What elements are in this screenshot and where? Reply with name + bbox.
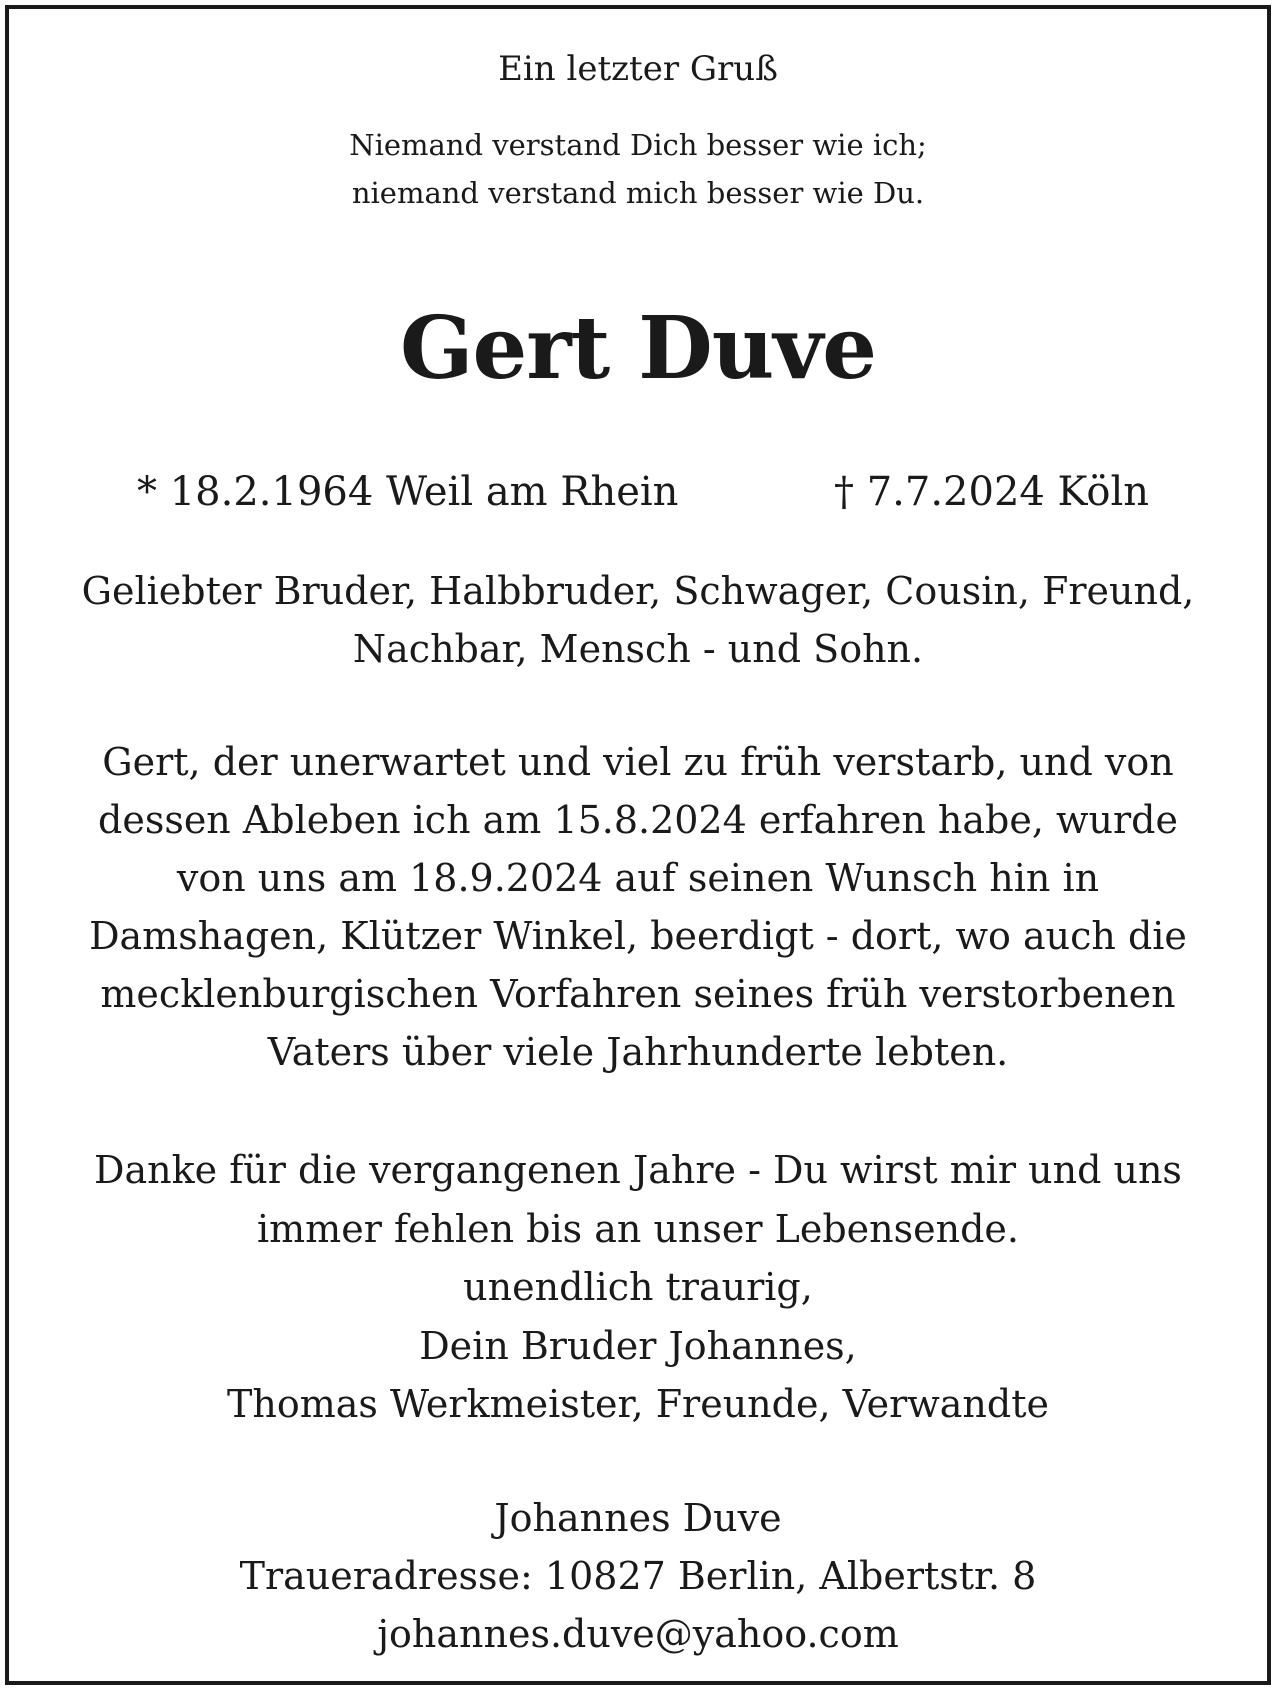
motto-line: Niemand verstand Dich besser wie ich; [349, 128, 927, 162]
greeting-heading: Ein letzter Gruß [498, 49, 778, 89]
contact-name: Johannes Duve [494, 1496, 782, 1540]
story-line: von uns am 18.9.2024 auf seinen Wunsch hin in [176, 856, 1100, 900]
contact-address: Traueradresse: 10827 Berlin, Albertstr. 8 [239, 1554, 1037, 1598]
thanks-paragraph [9, 1141, 1267, 1434]
story-line: Vaters über viele Jahrhunderte lebten. [267, 1030, 1009, 1074]
relations-text [9, 562, 1267, 678]
thanks-line: Danke für die vergangenen Jahre - Du wirst mir und uns [94, 1148, 1182, 1192]
obituary-frame [5, 5, 1271, 1685]
mourning-line: unendlich traurig, [463, 1265, 813, 1309]
signature-line: Thomas Werkmeister, Freunde, Verwandte [227, 1382, 1049, 1426]
motto-line: niemand verstand mich besser wie Du. [351, 176, 925, 210]
story-line: mecklenburgischen Vorfahren seines früh verstorbenen [100, 972, 1176, 1016]
deceased-name: Gert Duve [400, 298, 876, 399]
death-date: † 7.7.2024 Köln [834, 469, 1149, 515]
relations-line: Nachbar, Mensch - und Sohn. [352, 627, 924, 671]
story-line: Gert, der unerwartet und viel zu früh verstarb, und von [102, 740, 1174, 784]
signature-line: Dein Bruder Johannes, [419, 1323, 857, 1368]
thanks-line: immer fehlen bis an unser Lebensende. [257, 1206, 1019, 1251]
motto-quote [9, 121, 1267, 217]
relations-line: Geliebter Bruder, Halbbruder, Schwager, Cousin, Freund, [81, 569, 1195, 613]
contact-block [9, 1489, 1267, 1663]
story-line: dessen Ableben ich am 15.8.2024 erfahren habe, wurde [98, 798, 1178, 842]
birth-date: * 18.2.1964 Weil am Rhein [137, 469, 679, 515]
contact-email: johannes.duve@yahoo.com [377, 1612, 899, 1656]
story-line: Damshagen, Klützer Winkel, beerdigt - dort, wo auch die [89, 914, 1187, 958]
story-paragraph [9, 733, 1267, 1081]
